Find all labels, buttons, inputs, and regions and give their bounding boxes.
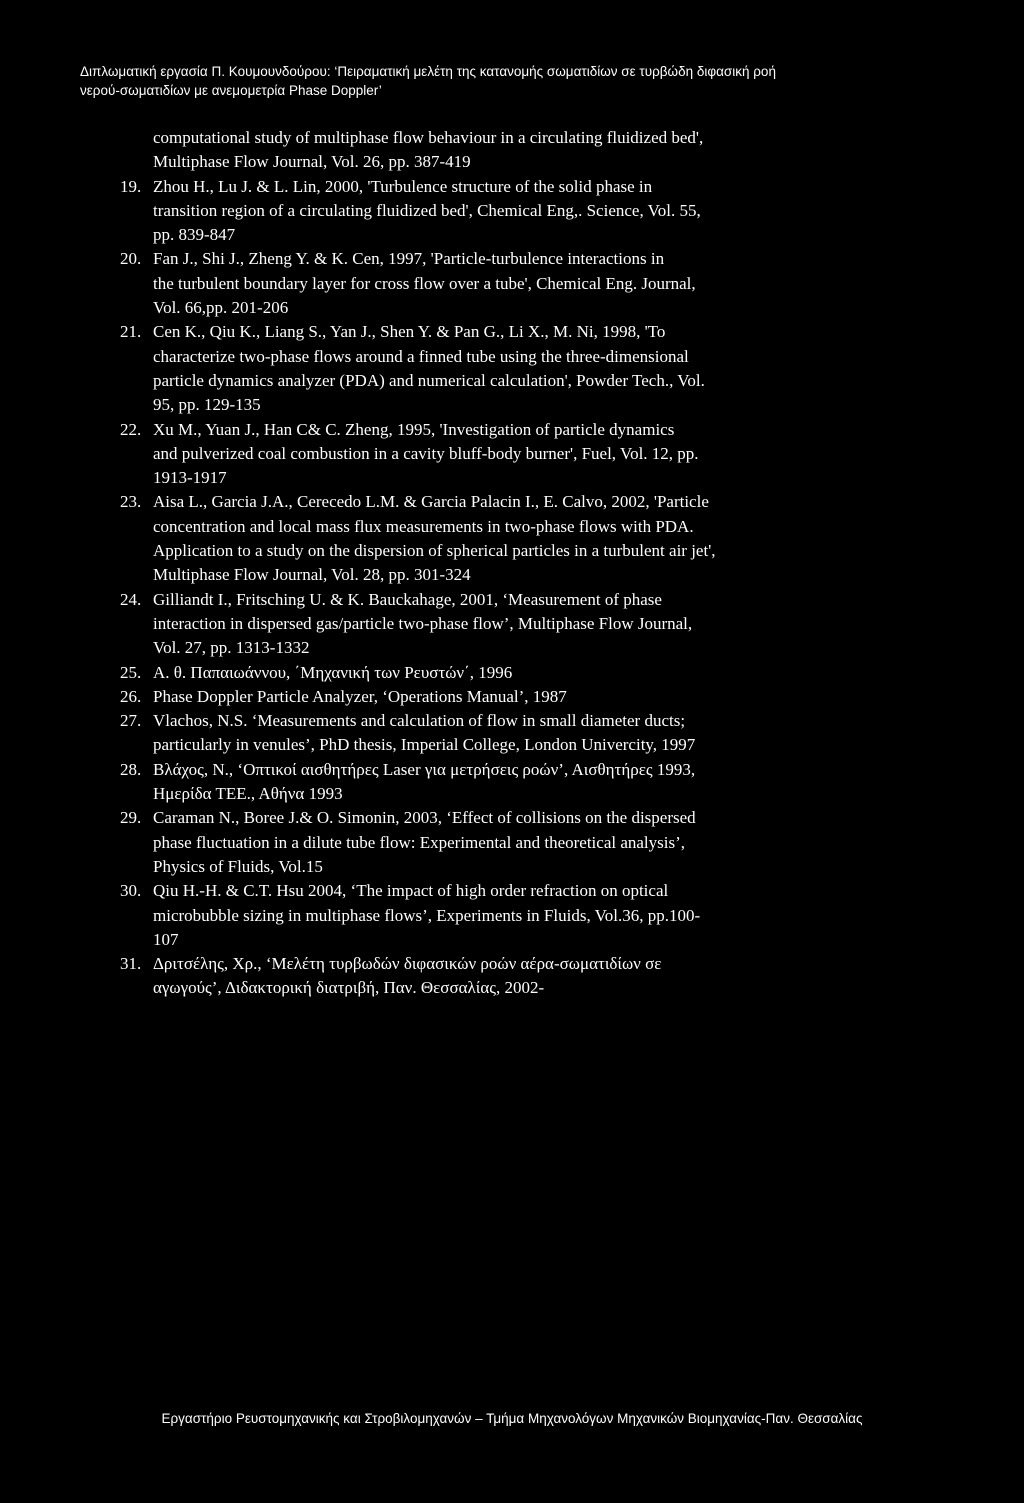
- reference-number: 26.: [120, 686, 142, 706]
- reference-number: 23.: [120, 492, 142, 512]
- page-header: [80, 62, 1000, 100]
- reference-text-line: concentration and local mass flux measurements in two-phase flows with PDA.: [153, 516, 694, 536]
- reference-item: [120, 320, 1000, 417]
- reference-number: 27.: [120, 711, 142, 731]
- reference-text-line: Fan J., Shi J., Zheng Y. & K. Cen, 1997, 'Particle-turbulence interactions in: [153, 249, 665, 269]
- reference-text-line: Α. θ. Παπαιωάννου, ΄Μηχανική των Ρευστών΄, 1996: [153, 662, 513, 682]
- reference-text-line: Βλάχος, Ν., ‘Οπτικοί αισθητήρες Laser για μετρήσεις ροών’, Αισθητήρες 1993,: [153, 759, 696, 779]
- reference-item: [120, 879, 1000, 952]
- reference-text-line: Zhou H., Lu J. & L. Lin, 2000, 'Turbulence structure of the solid phase in: [153, 176, 653, 196]
- reference-item: [120, 588, 1000, 661]
- reference-text-line: Application to a study on the dispersion of spherical particles in a turbulent air jet',: [153, 541, 716, 561]
- reference-text-line: Phase Doppler Particle Analyzer, ‘Operations Manual’, 1987: [153, 686, 567, 706]
- reference-number: 21.: [120, 322, 142, 342]
- reference-text-line: Vlachos, N.S. ‘Measurements and calculation of flow in small diameter ducts;: [153, 711, 686, 731]
- reference-text-line: Δριτσέλης, Χρ., ‘Μελέτη τυρβωδών διφασικών ροών αέρα-σωματιδίων σε: [153, 954, 662, 974]
- reference-number: 31.: [120, 954, 142, 974]
- reference-text-line: Qiu H.-H. & C.T. Hsu 2004, ‘The impact of high order refraction on optical: [153, 881, 669, 901]
- reference-text-line: microbubble sizing in multiphase flows’, Experiments in Fluids, Vol.36, pp.100-: [153, 905, 701, 925]
- header-line: νερού-σωματιδίων με ανεμομετρία Phase Doppler’: [80, 83, 382, 98]
- reference-number: 22.: [120, 419, 142, 439]
- reference-text-line: the turbulent boundary layer for cross flow over a tube', Chemical Eng. Journal,: [153, 273, 696, 293]
- reference-item: [120, 685, 1000, 709]
- reference-text-line: particularly in venules’, PhD thesis, Imperial College, London Univercity, 1997: [153, 735, 696, 755]
- reference-text-line: 1913-1917: [153, 468, 227, 488]
- reference-item: [120, 175, 1000, 248]
- reference-number: 30.: [120, 881, 142, 901]
- reference-text-line: transition region of a circulating fluidized bed', Chemical Eng,. Science, Vol. 55,: [153, 200, 701, 220]
- reference-text-line: phase fluctuation in a dilute tube flow: Experimental and theoretical analysis’,: [153, 832, 686, 852]
- reference-text-line: interaction in dispersed gas/particle two-phase flow’, Multiphase Flow Journal,: [153, 613, 693, 633]
- reference-text-line: 95, pp. 129-135: [153, 395, 261, 415]
- header-line: Διπλωματική εργασία Π. Κουμουνδούρου: ‘Πειραματική μελέτη της κατανομής σωματιδίων σε τυρβώδη διφασική ροή: [80, 64, 776, 79]
- page-footer: Εργαστήριο Ρευστομηχανικής και Στροβιλομηχανών – Τμήμα Μηχανολόγων Μηχανικών Βιομηχανίας-Παν. Θεσσαλίας: [161, 1411, 863, 1426]
- reference-text-line: and pulverized coal combustion in a cavity bluff-body burner', Fuel, Vol. 12, pp.: [153, 443, 699, 463]
- reference-item: [120, 758, 1000, 807]
- reference-text-line: characterize two-phase flows around a finned tube using the three-dimensional: [153, 346, 689, 366]
- reference-text-line: Cen K., Qiu K., Liang S., Yan J., Shen Y. & Pan G., Li X., M. Ni, 1998, 'To: [153, 322, 666, 342]
- reference-number: 20.: [120, 249, 142, 269]
- reference-text-line: Aisa L., Garcia J.A., Cerecedo L.M. & Garcia Palacin I., E. Calvo, 2002, 'Particle: [153, 492, 709, 512]
- reference-text-line: pp. 839-847: [153, 225, 236, 245]
- reference-text-line: Multiphase Flow Journal, Vol. 28, pp. 301-324: [153, 565, 471, 585]
- reference-text-line: Gilliandt I., Fritsching U. & K. Bauckahage, 2001, ‘Measurement of phase: [153, 589, 662, 609]
- reference-text-line: Caraman N., Boree J.& O. Simonin, 2003, ‘Effect of collisions on the dispersed: [153, 808, 696, 828]
- reference-number: 25.: [120, 662, 142, 682]
- reference-number: 19.: [120, 176, 142, 196]
- reference-item: [120, 709, 1000, 758]
- reference-number: 28.: [120, 759, 142, 779]
- reference-text-line: Ημερίδα ΤΕΕ., Αθήνα 1993: [153, 784, 343, 804]
- reference-item: [120, 661, 1000, 685]
- reference-text-line: particle dynamics analyzer (PDA) and numerical calculation', Powder Tech., Vol.: [153, 370, 705, 390]
- reference-text-line: Vol. 27, pp. 1313-1332: [153, 638, 310, 658]
- reference-item: [120, 952, 1000, 1001]
- reference-item: [120, 126, 1000, 175]
- reference-item: [120, 418, 1000, 491]
- reference-item: [120, 490, 1000, 587]
- reference-text-line: Xu M., Yuan J., Han C& C. Zheng, 1995, 'Investigation of particle dynamics: [153, 419, 675, 439]
- reference-item: [120, 247, 1000, 320]
- reference-text-line: 107: [153, 929, 179, 949]
- reference-number: 29.: [120, 808, 142, 828]
- reference-list: [120, 126, 1000, 1001]
- reference-text-line: Physics of Fluids, Vol.15: [153, 856, 323, 876]
- reference-text-line: αγωγούς’, Διδακτορική διατριβή, Παν. Θεσσαλίας, 2002-: [153, 978, 545, 998]
- reference-text-line: Multiphase Flow Journal, Vol. 26, pp. 387-419: [153, 152, 471, 172]
- reference-number: 24.: [120, 589, 142, 609]
- reference-item: [120, 806, 1000, 879]
- reference-text-line: Vol. 66,pp. 201-206: [153, 298, 289, 318]
- reference-text-line: computational study of multiphase flow behaviour in a circulating fluidized bed',: [153, 128, 704, 147]
